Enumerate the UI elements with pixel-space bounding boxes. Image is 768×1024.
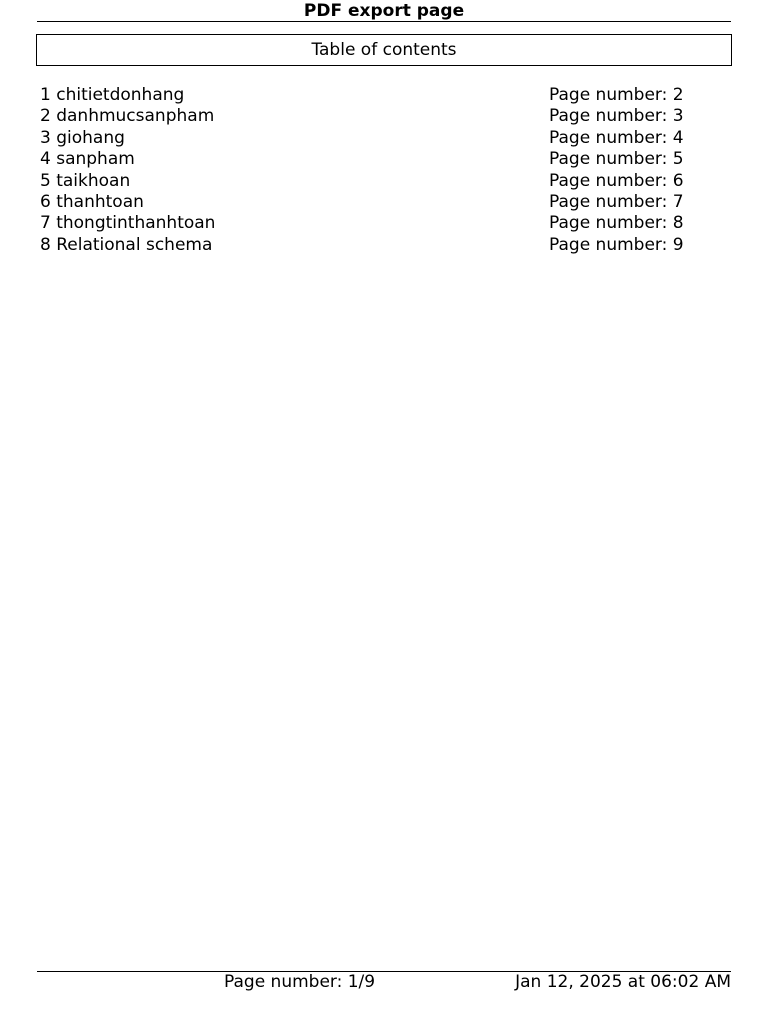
title-divider bbox=[37, 21, 731, 22]
toc-entry-title[interactable]: 8 Relational schema bbox=[40, 234, 213, 255]
toc-entry[interactable] bbox=[40, 192, 700, 213]
toc-entry[interactable] bbox=[40, 171, 700, 192]
toc-entry-title[interactable]: 4 sanpham bbox=[40, 149, 135, 170]
toc-entry-title[interactable]: 1 chitietdonhang bbox=[40, 85, 185, 105]
footer-timestamp: Jan 12, 2025 at 06:02 AM bbox=[515, 972, 731, 992]
toc-entry[interactable] bbox=[40, 106, 700, 127]
toc-entry-page-number[interactable]: Page number: 6 bbox=[549, 170, 684, 191]
toc-entry-title[interactable]: 6 thanhtoan bbox=[40, 191, 144, 212]
toc-heading: Table of contents bbox=[36, 34, 732, 66]
toc-entry[interactable] bbox=[40, 149, 700, 170]
toc-list bbox=[40, 85, 700, 256]
page-title: PDF export page bbox=[303, 1, 465, 21]
toc-entry-page-number[interactable]: Page number: 7 bbox=[549, 191, 684, 212]
toc-entry-title[interactable]: 2 danhmucsanpham bbox=[40, 106, 215, 127]
toc-entry-title[interactable]: 5 taikhoan bbox=[40, 170, 131, 191]
toc-entry-title[interactable]: 3 giohang bbox=[40, 127, 125, 148]
toc-entry[interactable] bbox=[40, 85, 700, 106]
toc-entry-page-number[interactable]: Page number: 5 bbox=[549, 149, 684, 170]
toc-entry[interactable] bbox=[40, 213, 700, 234]
toc-entry-page-number[interactable]: Page number: 4 bbox=[549, 127, 684, 148]
toc-entry-page-number[interactable]: Page number: 9 bbox=[549, 234, 684, 255]
toc-entry-title[interactable]: 7 thongtinthanhtoan bbox=[40, 213, 216, 234]
footer-page-indicator: Page number: 1/9 bbox=[224, 972, 376, 992]
toc-entry-page-number[interactable]: Page number: 8 bbox=[549, 213, 684, 234]
toc-entry[interactable] bbox=[40, 235, 700, 256]
toc-entry-page-number[interactable]: Page number: 2 bbox=[549, 85, 684, 105]
toc-entry[interactable] bbox=[40, 128, 700, 149]
toc-entry-page-number[interactable]: Page number: 3 bbox=[549, 106, 684, 127]
